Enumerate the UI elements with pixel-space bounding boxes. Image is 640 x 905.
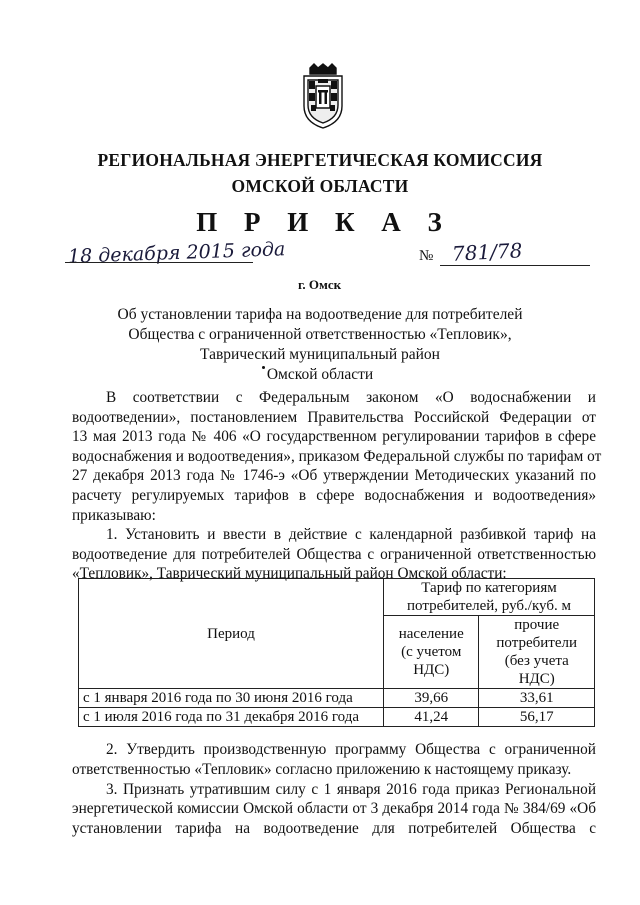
item1-line: 1. Установить и ввести в действие с календарной разбивкой тариф на [106,526,596,544]
population-tariff-cell: 41,24 [384,708,479,727]
item1-line: «Тепловик», Таврический муниципальный район Омской области: [72,565,507,583]
header-text: (без учета [504,653,569,669]
item3-line: 3. Признать утратившим силу с 1 января 2016 года приказ Региональной [106,780,596,798]
stray-mark [262,366,265,369]
period-column-header: Период [79,579,384,689]
header-text: население [398,626,464,642]
document-type-title: П Р И К А З [196,207,452,237]
preamble-line: В соответствии с Федеральным законом «О водоснабжении и [106,389,596,406]
number-underline [440,265,590,266]
order-subject [0,305,640,385]
population-column-header [384,616,479,689]
organization-name-line-1: РЕГИОНАЛЬНАЯ ЭНЕРГЕТИЧЕСКАЯ КОМИССИЯ [97,150,543,170]
tariff-table [78,578,595,727]
other-tariff-cell: 56,17 [479,708,595,727]
subject-line: Омской области [266,366,374,383]
table-row [79,708,595,727]
subject-line: Таврический муниципальный район [200,346,440,363]
population-tariff-cell: 39,66 [384,689,479,708]
item1-line: водоотведение для потребителей Общества с ограниченной ответственностью [72,545,596,563]
period-cell: с 1 июля 2016 года по 31 декабря 2016 года [79,708,384,727]
tariff-header-line: потребителей, руб./куб. м [407,598,571,614]
preamble-line: водоотведении», постановлением Правительства Российской Федерации от [72,408,596,426]
order-body-continuation [72,740,596,839]
header-text: НДС) [518,671,555,687]
period-cell: с 1 января 2016 года по 30 июня 2016 года [79,689,384,708]
preamble-line: 13 мая 2013 года № 406 «О государственном регулировании тарифов в сфере [72,428,596,446]
table-row [79,689,595,708]
tariff-header-line: Тариф по категориям [421,580,557,596]
preamble-line: 27 декабря 2013 года № 1746-э «Об утверждении Методических указаний по [72,467,596,485]
item2-line: ответственностью «Тепловик» согласно приложению к настоящему приказу. [72,760,572,778]
preamble-line: приказываю: [72,506,156,524]
subject-line: Общества с ограниченной ответственностью «Тепловик», [128,326,512,343]
preamble-line: расчету регулируемых тарифов в сфере водоснабжения и водоотведения» [72,486,596,504]
item3-line: установлении тарифа на водоотведение для потребителей Общества с [72,820,596,838]
header-text: прочие [514,617,560,633]
other-tariff-cell: 33,61 [479,689,595,708]
header-text: НДС) [413,662,450,678]
handwritten-order-number: 781/78 [451,238,523,266]
item3-line: энергетической комиссии Омской области от 3 декабря 2014 года № 384/69 «Об [72,800,596,818]
preamble-line: водоснабжения и водоотведения», приказом Федеральной службы по тарифам от [72,447,602,465]
subject-line: Об установлении тарифа на водоотведение для потребителей [117,306,523,323]
date-underline [65,262,253,263]
header-text: (с учетом [401,644,462,660]
organization-name-line-2: ОМСКОЙ ОБЛАСТИ [231,176,409,196]
omsk-coat-of-arms-emblem [300,62,346,130]
city-name: г. Омск [298,277,342,292]
other-consumers-column-header [479,616,595,689]
order-number-label: № [419,248,434,264]
handwritten-date: 18 декабря 2015 года [67,238,286,268]
header-text: потребители [496,635,578,651]
item2-line: 2. Утвердить производственную программу Общества с ограниченной [106,741,596,758]
tariff-column-header [384,579,595,616]
order-body-text [72,388,602,584]
